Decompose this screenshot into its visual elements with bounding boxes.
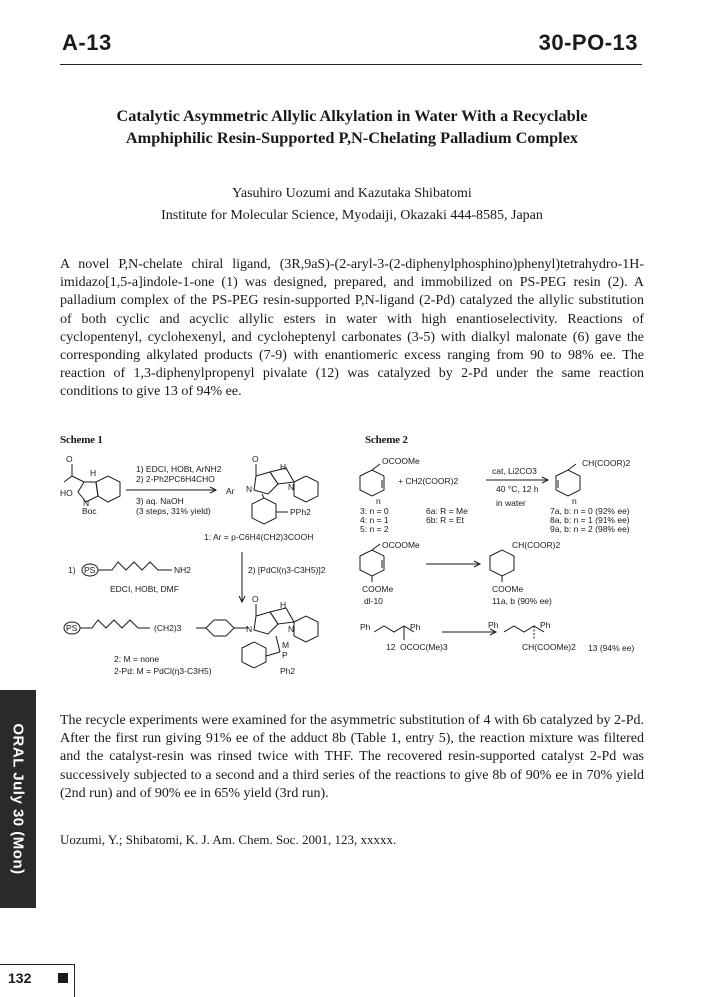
- author-block: [60, 183, 644, 227]
- title-line-1: Catalytic Asymmetric Allylic Alkylation in Water With a Recyclable: [116, 106, 588, 125]
- s1-n-bottom: N: [246, 624, 253, 634]
- fused-benzene: [294, 476, 318, 502]
- session-code: A-13: [62, 30, 112, 55]
- header-rule: [60, 64, 642, 65]
- s2-ph-13b: Ph: [540, 620, 551, 630]
- s1-ar-definition: 1: Ar = p-C6H4(CH2)3COOH: [204, 532, 314, 542]
- s2-product-group: CH(COOR)2: [582, 458, 631, 468]
- page-number-rule-vertical: [74, 964, 75, 997]
- s2-n-product: n: [572, 496, 577, 506]
- s1-ph2: Ph2: [280, 666, 296, 676]
- aryl-linker-ring: [206, 620, 234, 636]
- s1-h-indoline: H: [90, 468, 97, 478]
- s2-malonate: + CH2(COOR)2: [398, 476, 459, 486]
- product-11-ring: [490, 550, 514, 576]
- s1-n-indoline: N: [83, 498, 90, 508]
- s1-cond-4: (3 steps, 31% yield): [136, 506, 211, 516]
- s2-p13: 13 (94% ee): [588, 643, 635, 653]
- s1-step-2: 2) [PdCl(η3-C3H5)]2: [248, 565, 326, 575]
- title-line-2: Amphiphilic Resin-Supported P,N-Chelating Palladium Complex: [125, 128, 579, 147]
- scheme-2-label: Scheme 2: [365, 434, 408, 446]
- s2-pivalate: OCOC(Me)3: [400, 642, 448, 652]
- s1-coupling: EDCI, HOBt, DMF: [110, 584, 179, 594]
- page-number: 132: [8, 970, 32, 986]
- s1-pph2: PPh2: [290, 507, 311, 517]
- s1-ch2-3: (CH2)3: [154, 623, 182, 633]
- s2-solvent: in water: [496, 498, 526, 508]
- s1-o-bottom: O: [252, 594, 259, 604]
- phosphine-aryl-ring: [252, 498, 276, 524]
- s2-catalyst: cat, Li2CO3: [492, 466, 537, 476]
- affiliation: Institute for Molecular Science, Myodaiji, Okazaki 444-8585, Japan: [161, 208, 543, 223]
- s2-r4: 4: n = 1: [360, 515, 389, 525]
- s2-dl10: dl-10: [364, 596, 383, 606]
- s2-r7: 7a, b: n = 0 (92% ee): [550, 506, 630, 516]
- s1-m: M: [282, 640, 290, 650]
- s2-ph-12b: Ph: [410, 622, 421, 632]
- s1-ho: HO: [60, 488, 73, 498]
- paper-title: [60, 105, 644, 149]
- reference: Uozumi, Y.; Shibatomi, K. J. Am. Chem. Soc. 2001, 123, xxxxx.: [60, 832, 397, 847]
- page-number-rule: [0, 964, 74, 965]
- s1-h-ligand: H: [280, 462, 287, 472]
- cycloalkenyl-ring: [360, 470, 384, 496]
- s1-ar: Ar: [226, 486, 235, 496]
- s2-dl10-coome: COOMe: [362, 584, 394, 594]
- s1-ps-label-2: PS: [66, 623, 78, 633]
- reaction-schemes: [56, 452, 646, 688]
- s1-cond-3: 3) aq. NaOH: [136, 496, 184, 506]
- s2-carbonate: OCOOMe: [382, 456, 420, 466]
- s2-r9: 9a, b: n = 2 (98% ee): [550, 524, 630, 534]
- s1-def-2pd: 2-Pd: M = PdCl(η3-C3H5): [114, 666, 212, 676]
- s2-temperature: 40 °C, 12 h: [496, 484, 539, 494]
- s2-p11: 11a, b (90% ee): [492, 596, 552, 606]
- s1-cond-1: 1) EDCI, HOBt, ArNH2: [136, 464, 222, 474]
- s1-o-ligand: O: [252, 454, 259, 464]
- s1-nh2: NH2: [174, 565, 192, 575]
- recycle-paragraph: The recycle experiments were examined for the asymmetric substitution of 4 with 6b catalyzed by 2-Pd. After the first run giving 91% ee of the adduct 8b (Table 1, entry 5), the reaction mixture was filtered and the catalyst-resin was rinsed twice with THF. The recovered resin-supported catalyst 2-Pd was successively subjected to a second and a third series of the reactions to give 8b of 90% ee in 70% yield (2nd run) and of 90% ee in 65% yield (3rd run).: [60, 713, 644, 801]
- s2-c12: 12: [386, 642, 396, 652]
- imidazolidinone-ring: [254, 472, 278, 494]
- s2-n-sm: n: [376, 496, 381, 506]
- scheme-1-label: Scheme 1: [60, 434, 103, 446]
- authors: Yasuhiro Uozumi and Kazutaka Shibatomi: [232, 186, 472, 201]
- indoline-benzene: [96, 476, 120, 502]
- s2-ph-13a: Ph: [488, 620, 499, 630]
- s1-cond-2: 2) 2-Ph2PC6H4CHO: [136, 474, 215, 484]
- dl10-ring: [360, 550, 384, 576]
- s2-r5: 5: n = 2: [360, 524, 389, 534]
- page-number-square: [58, 973, 68, 983]
- s1-h-bottom: H: [280, 600, 287, 610]
- s1-n-ligand-2: N: [288, 482, 295, 492]
- s1-n-ligand: N: [246, 484, 253, 494]
- side-tab-text: ORAL July 30 (Mon): [9, 723, 27, 875]
- s2-r6a: 6a: R = Me: [426, 506, 468, 516]
- paper-code: 30-PO-13: [538, 30, 638, 55]
- s1-n-bottom-2: N: [288, 624, 295, 634]
- s1-ps-label: PS: [84, 565, 96, 575]
- s2-dl10-carbonate: OCOOMe: [382, 540, 420, 550]
- s2-r6b: 6b: R = Et: [426, 515, 465, 525]
- product-ring: [556, 470, 580, 496]
- s2-p11-coome: COOMe: [492, 584, 524, 594]
- s1-boc: Boc: [82, 506, 97, 516]
- s2-p11-group: CH(COOR)2: [512, 540, 561, 550]
- s1-o-indoline: O: [66, 454, 73, 464]
- s2-r8: 8a, b: n = 1 (91% ee): [550, 515, 630, 525]
- s2-r3: 3: n = 0: [360, 506, 389, 516]
- s1-step-1: 1): [68, 565, 76, 575]
- s2-ph-12a: Ph: [360, 622, 371, 632]
- abstract-paragraph: A novel P,N-chelate chiral ligand, (3R,9aS)-(2-aryl-3-(2-diphenylphosphino)phenyl)tetrahydro-1H-imidazo[1,5-a]indole-1-one (1) was designed, prepared, and immobilized on PS-PEG resin (2). A palladium complex of the PS-PEG resin-supported P,N-ligand (2-Pd) catalyzed the allylic substitution of both cyclic and acyclic allylic esters in water with high enantioselectivity. Reactions of cyclopentenyl, cyclohexenyl, and cycloheptenyl carbonates (3-5) with dialkyl malonate (6) gave the corresponding alkylated products (7-9) with enantiomeric excess ranging from 90 to 98% ee. The reaction of 1,3-diphenylpropenyl pivalate (12) was catalyzed by 2-Pd under the same reaction conditions to give 13 of 94% ee.: [60, 257, 644, 400]
- diphenylpropenyl-chain: [374, 626, 414, 632]
- s2-malonate-me: CH(COOMe)2: [522, 642, 576, 652]
- s1-def-2: 2: M = none: [114, 654, 160, 664]
- s1-p: P: [282, 650, 288, 660]
